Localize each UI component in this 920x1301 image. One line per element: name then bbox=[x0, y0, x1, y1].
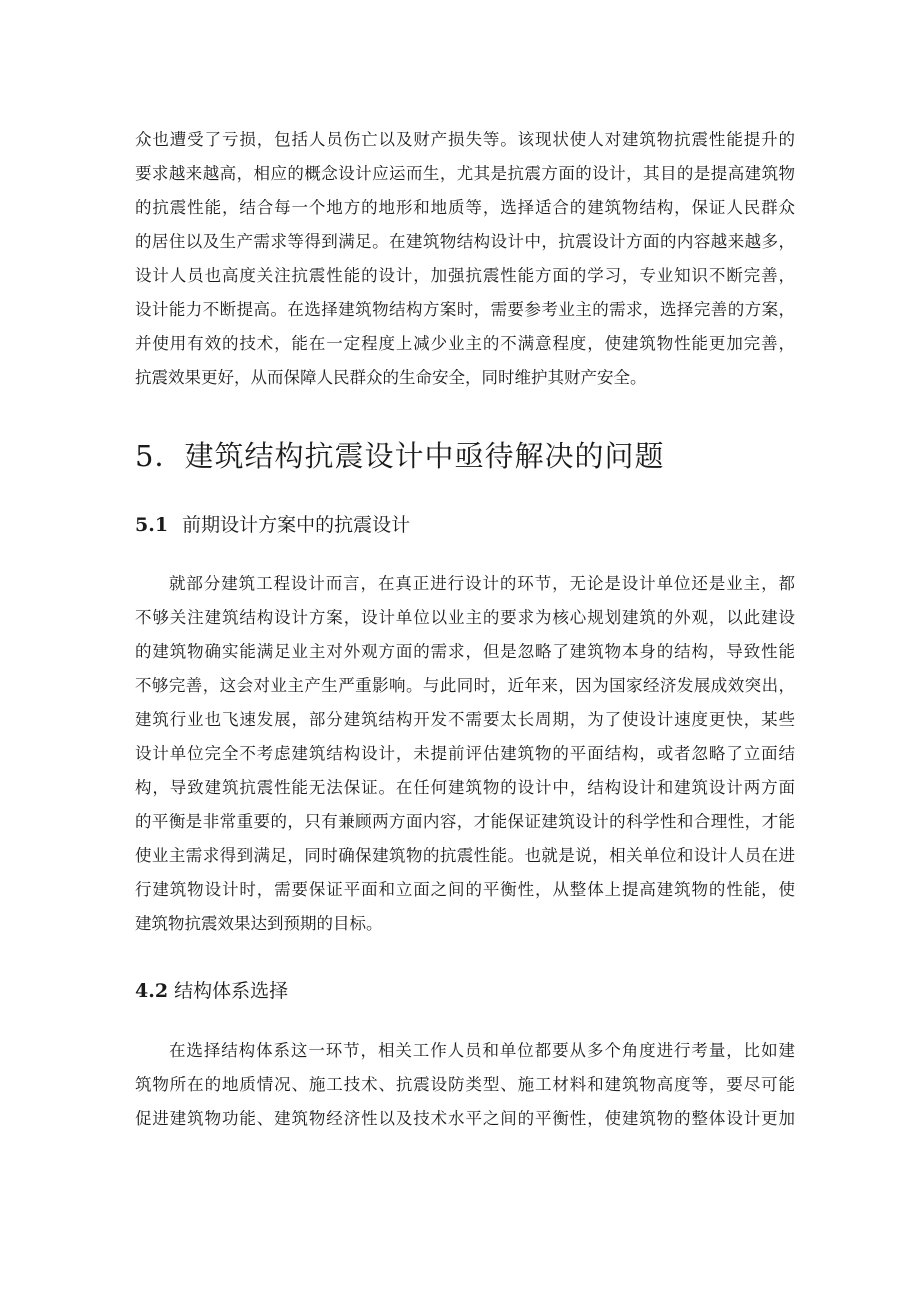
subsection-title: 前期设计方案中的抗震设计 bbox=[182, 514, 411, 536]
text-line: 设计能力不断提高。在选择建筑物结构方案时，需要参考业主的需求，选择完善的方案， bbox=[135, 300, 795, 319]
text-line: 不够完善，这会对业主产生严重影响。与此同时，近年来，因为国家经济发展成效突出， bbox=[135, 676, 795, 695]
subsection-number: 4.2 bbox=[135, 980, 169, 1002]
text-line: 并使用有效的技术，能在一定程度上减少业主的不满意程度，使建筑物性能更加完善， bbox=[135, 334, 795, 353]
text-line: 的建筑物确实能满足业主对外观方面的需求，但是忽略了建筑物本身的结构，导致性能 bbox=[135, 642, 795, 661]
text-line: 促进建筑物功能、建筑物经济性以及技术水平之间的平衡性，使建筑物的整体设计更加 bbox=[135, 1109, 795, 1128]
text-line: 行建筑物设计时，需要保证平面和立面之间的平衡性，从整体上提高建筑物的性能，使 bbox=[135, 880, 795, 899]
subsection-title: 结构体系选择 bbox=[174, 980, 289, 1002]
text-line: 不够关注建筑结构设计方案，设计单位以业主的要求为核心规划建筑的外观，以此建设 bbox=[135, 608, 795, 627]
text-line: 的平衡是非常重要的，只有兼顾两方面内容，才能保证建筑设计的科学性和合理性，才能 bbox=[135, 812, 795, 831]
text-line: 的居住以及生产需求等得到满足。在建筑物结构设计中，抗震设计方面的内容越来越多， bbox=[135, 232, 795, 251]
subsection-heading bbox=[135, 977, 288, 1005]
text-line: 设计单位完全不考虑建筑结构设计，未提前评估建筑物的平面结构，或者忽略了立面结 bbox=[135, 744, 795, 763]
text-line: 建筑物抗震效果达到预期的目标。 bbox=[135, 914, 383, 933]
text-line: 抗震效果更好，从而保障人民群众的生命安全，同时维护其财产安全。 bbox=[135, 368, 647, 387]
text-line: 的抗震性能，结合每一个地方的地形和地质等，选择适合的建筑物结构，保证人民群众 bbox=[135, 198, 795, 217]
text-line: 就部分建筑工程设计而言，在真正进行设计的环节，无论是设计单位还是业主，都 bbox=[169, 574, 795, 593]
text-line: 使业主需求得到满足，同时确保建筑物的抗震性能。也就是说，相关单位和设计人员在进 bbox=[135, 846, 795, 865]
subsection-number: 5.1 bbox=[135, 514, 169, 536]
text-line: 众也遭受了亏损，包括人员伤亡以及财产损失等。该现状使人对建筑物抗震性能提升的 bbox=[135, 130, 795, 149]
text-line: 建筑行业也飞速发展，部分建筑结构开发不需要太长周期，为了使设计速度更快，某些 bbox=[135, 710, 795, 729]
text-line: 设计人员也高度关注抗震性能的设计，加强抗震性能方面的学习，专业知识不断完善， bbox=[135, 266, 795, 285]
text-line: 要求越来越高，相应的概念设计应运而生，尤其是抗震方面的设计，其目的是提高建筑物 bbox=[135, 164, 795, 183]
section-heading: 5．建筑结构抗震设计中亟待解决的问题 bbox=[135, 439, 665, 473]
text-line: 在选择结构体系这一环节，相关工作人员和单位都要从多个角度进行考量，比如建 bbox=[169, 1041, 795, 1060]
text-line: 筑物所在的地质情况、施工技术、抗震设防类型、施工材料和建筑物高度等，要尽可能 bbox=[135, 1075, 795, 1094]
subsection-heading bbox=[135, 511, 410, 539]
text-line: 构，导致建筑抗震性能无法保证。在任何建筑物的设计中，结构设计和建筑设计两方面 bbox=[135, 778, 795, 797]
